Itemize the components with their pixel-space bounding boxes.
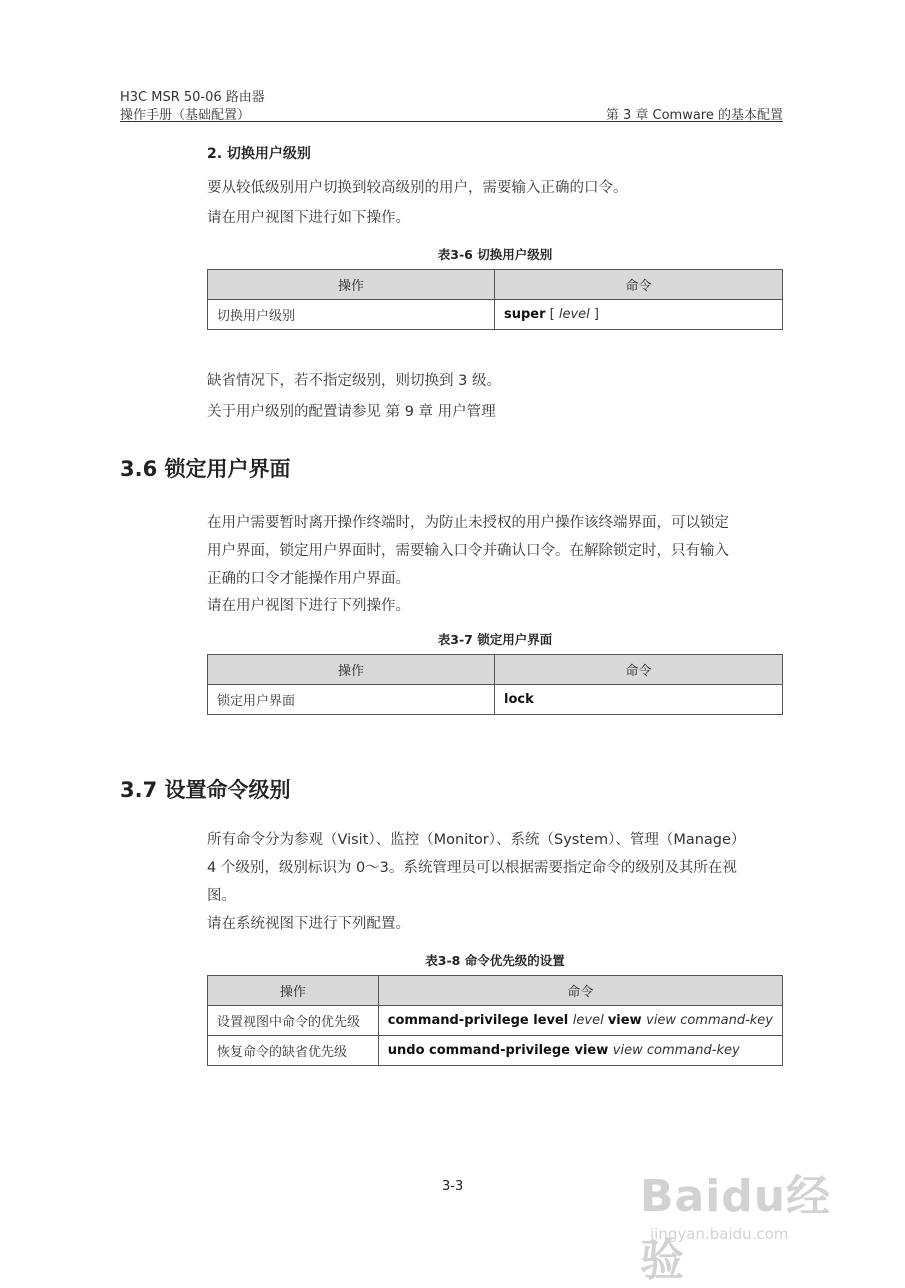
- table-caption: 表3-6 切换用户级别: [437, 247, 553, 262]
- header-manual: 操作手册（基础配置）: [120, 108, 251, 123]
- table-command-privilege: [207, 975, 783, 1066]
- op-cell: 切换用户级别: [208, 300, 495, 330]
- paragraph: 请在系统视图下进行下列配置。: [207, 916, 410, 932]
- paragraph: 所有命令分为参观（Visit）、监控（Monitor）、系统（System）、管理（Manage）: [207, 832, 746, 848]
- header-chapter: 第 3 章 Comware 的基本配置: [605, 108, 783, 123]
- command-part: undo command-privilege view: [387, 1043, 613, 1058]
- command-part: view: [607, 1013, 647, 1028]
- paragraph: 图。: [207, 888, 236, 904]
- op-cell: 锁定用户界面: [208, 685, 495, 715]
- section-heading: 3.6 锁定用户界面: [120, 457, 291, 481]
- paragraph: 请在用户视图下进行如下操作。: [207, 210, 410, 226]
- command-part: ]: [589, 307, 600, 322]
- command-part: command-privilege level: [387, 1013, 573, 1028]
- header-product: H3C MSR 50-06 路由器: [120, 90, 265, 105]
- command-part: level: [572, 1013, 608, 1028]
- subsection-title: 2. 切换用户级别: [207, 146, 311, 162]
- command-part: view command-key: [612, 1043, 740, 1058]
- command-part: super: [504, 307, 546, 322]
- table-caption: 表3-7 锁定用户界面: [437, 632, 553, 647]
- page-number: 3-3: [442, 1179, 464, 1194]
- section-heading: 3.7 设置命令级别: [120, 778, 291, 802]
- header-rule: [120, 121, 783, 122]
- watermark-logo: Baidu经验: [640, 1171, 832, 1286]
- table-row: [208, 1006, 783, 1036]
- col-header: 操作: [208, 976, 379, 1006]
- table-caption: 表3-8 命令优先级的设置: [425, 953, 565, 968]
- col-header: 操作: [208, 655, 495, 685]
- command-part: [: [545, 307, 559, 322]
- table-row: [208, 1036, 783, 1066]
- op-cell: 恢复命令的缺省优先级: [208, 1036, 379, 1066]
- command-part: view command-key: [646, 1013, 773, 1028]
- table-lock: [207, 654, 783, 715]
- paragraph: 缺省情况下，若不指定级别，则切换到 3 级。: [207, 373, 501, 389]
- cmd-cell: [378, 1036, 782, 1066]
- table-row: [208, 300, 783, 330]
- paragraph: 正确的口令才能操作用户界面。: [207, 571, 410, 587]
- cmd-cell: [495, 300, 783, 330]
- col-header: 操作: [208, 270, 495, 300]
- paragraph: 4 个级别，级别标识为 0～3。系统管理员可以根据需要指定命令的级别及其所在视: [207, 860, 737, 876]
- watermark-url: jingyan.baidu.com: [650, 1225, 789, 1243]
- cmd-cell: [378, 1006, 782, 1036]
- col-header: 命令: [495, 270, 783, 300]
- baidu-watermark: [640, 1140, 860, 1286]
- paragraph: 在用户需要暂时离开操作终端时，为防止未授权的用户操作该终端界面，可以锁定: [207, 515, 729, 531]
- paragraph: 用户界面，锁定用户界面时，需要输入口令并确认口令。在解除锁定时，只有输入: [207, 543, 729, 559]
- op-cell: 设置视图中命令的优先级: [208, 1006, 379, 1036]
- cross-reference-link[interactable]: 关于用户级别的配置请参见 第 9 章 用户管理: [207, 404, 496, 420]
- table-row: [208, 685, 783, 715]
- table-switch-level: [207, 269, 783, 330]
- col-header: 命令: [495, 655, 783, 685]
- cmd-cell: [495, 685, 783, 715]
- paragraph: 要从较低级别用户切换到较高级别的用户，需要输入正确的口令。: [207, 180, 628, 196]
- paragraph: 请在用户视图下进行下列操作。: [207, 598, 410, 614]
- command-part: level: [558, 307, 590, 322]
- col-header: 命令: [378, 976, 782, 1006]
- command-part: lock: [504, 692, 534, 707]
